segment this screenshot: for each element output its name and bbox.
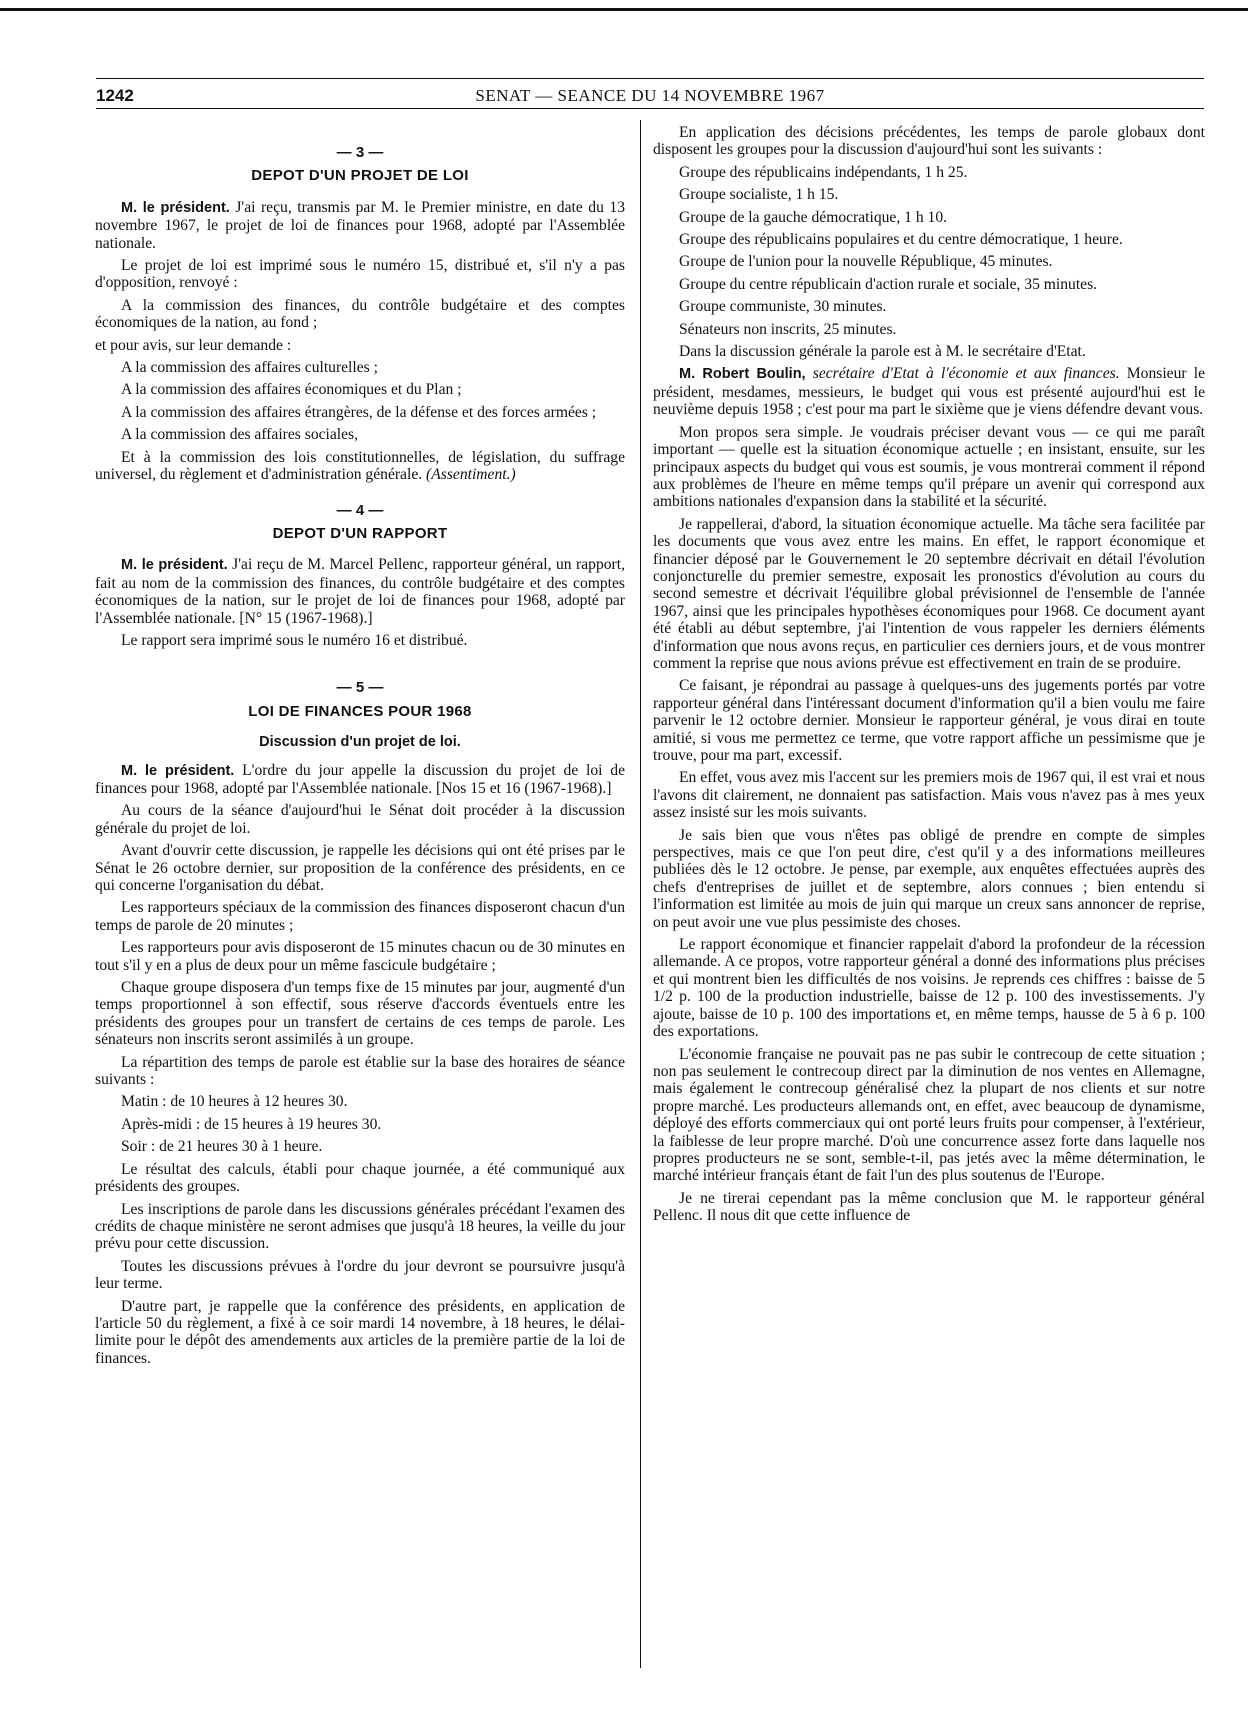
section-title: LOI DE FINANCES POUR 1968 [248,702,472,720]
paragraph: Groupe de la gauche démocratique, 1 h 10. [679,208,948,226]
paragraph: A la commission des finances, du contrôle budgétaire et des comptes économiques de la nation, au fond ; [95,296,625,332]
speaker-name: M. le président. [121,557,228,574]
paragraph: Les rapporteurs pour avis disposeront de 15 minutes chacun ou de 30 minutes en tout s'il y en a plus de deux pour un même fascicule budgétaire ; [95,939,625,974]
section-number: — 5 — [336,679,384,697]
paragraph: Le rapport économique et financier rappelait d'abord la profondeur de la récession allemande. A ce propos, votre rapporteur général a donné des informations plus précises et qui montrent bien les difficultés de nos voisins. Je reprends ces chiffres : baisse de 5 1/2 p. 100 de la production industrielle, baisse de 12 p. 100 des investissements. J'y ajoute, baisse de 10 p. 100 des importations et, en même temps, hausse de 5 à 6 p. 100 des exportations. [653,936,1205,1041]
page-title: SENAT — SEANCE DU 14 NOVEMBRE 1967 [475,86,825,105]
left-column [95,124,625,1372]
paragraph: Je sais bien que vous n'êtes pas obligé de prendre en compte de simples perspectives, mais ce que l'on peut dire, c'est qu'il y a des informations meilleures publiées dès le 12 octobre. Je pense, par exemple, aux enquêtes effectuées auprès des chefs d'entreprises de juillet et de septembre, alors connues ; bien entendu si l'information est limitée au mois de juin qui marque un creux sans annoncer de reprise, on peut avoir une vue plus pessimiste des choses. [653,826,1205,931]
paragraph: En application des décisions précédentes, les temps de parole globaux dont disposent les groupes pour la discussion d'aujourd'hui sont les suivants : [653,124,1205,159]
speaker-name: M. le président. [121,199,230,216]
paragraph: Groupe du centre républicain d'action rurale et sociale, 35 minutes. [679,275,1098,293]
speaker-name: M. le président. [121,762,235,779]
paragraph: Le projet de loi est imprimé sous le numéro 15, distribué et, s'il n'y a pas d'opposition, renvoyé : [95,257,625,292]
paragraph: M. le président. J'ai reçu de M. Marcel Pellenc, rapporteur général, un rapport, fait au nom de la commission des finances, du contrôle budgétaire et des comptes économiques de la nation, sur le projet de loi de finances pour 1968, adopté par l'Assemblée nationale. [N° 15 (1967-1968).] [95,556,625,627]
paragraph: Après-midi : de 15 heures à 19 heures 30. [121,1115,382,1133]
header-bottom-rule [96,108,1204,109]
paragraph: Chaque groupe disposera d'un temps fixe de 15 minutes par jour, augmenté d'un temps proportionnel à son effectif, sous réserve d'accords éventuels entre les présidents des groupes pour un transfert de certains de ces temps de parole. Les sénateurs non inscrits seront assimilés à un groupe. [95,979,625,1049]
paragraph: Ce faisant, je répondrai au passage à quelques-uns des jugements portés par votre rapporteur général dans l'intéressant document d'information qu'il a bien voulu me faire parvenir le 12 octobre dernier. Monsieur le rapporteur général, je vous dirai en toute amitié, si vous me permettez ce terme, que votre rapport affiche un pessimisme que je trouve, pour ma part, excessif. [653,677,1205,764]
section-title: DEPOT D'UN RAPPORT [272,524,448,542]
paragraph: Avant d'ouvrir cette discussion, je rappelle les décisions qui ont été prises par le Sénat le 26 octobre dernier, sur proposition de la conférence des présidents, en ce qui concerne l'organisation du débat. [95,842,625,894]
paragraph: Les inscriptions de parole dans les discussions générales précédant l'examen des crédits de chaque ministère ne seront admises que jusqu'à 18 heures, la veille du jour prévu pour cette discussion. [95,1200,625,1253]
column-divider [640,120,641,1668]
paragraph: Et à la commission des lois constitutionnelles, de législation, du suffrage universel, du règlement et d'administration générale. (Assentiment.) [95,448,625,484]
paragraph: M. le président. L'ordre du jour appelle la discussion du projet de loi de finances pour 1968, adopté par l'Assemblée nationale. [Nos 15 et 16 (1967-1968).] [95,761,625,797]
right-column [653,124,1205,1230]
paragraph: Je ne tirerai cependant pas la même conclusion que M. le rapporteur général Pellenc. Il nous dit que cette influence de [653,1189,1205,1225]
paragraph: Dans la discussion générale la parole est à M. le secrétaire d'Etat. [679,343,1086,361]
paragraph: Toutes les discussions prévues à l'ordre du jour devront se poursuivre jusqu'à leur terme. [95,1257,625,1293]
page-header [96,76,1204,106]
paragraph: La répartition des temps de parole est établie sur la base des horaires de séance suivants : [95,1053,625,1089]
assent-note: (Assentiment.) [426,466,516,484]
section-subtitle: Discussion d'un projet de loi. [259,734,461,751]
paragraph: Au cours de la séance d'aujourd'hui le Sénat doit procéder à la discussion générale du projet de loi. [95,802,625,837]
paragraph: et pour avis, sur leur demande : [95,336,292,354]
paragraph: M. Robert Boulin, secrétaire d'Etat à l'économie et aux finances. Monsieur le président, mesdames, messieurs, le budget qui vous est présenté aujourd'hui est le neuvième depuis 1958 ; c'est pour ma part le sixième que je viens défendre devant vous. [653,365,1206,419]
header-top-rule [96,78,1204,79]
paragraph: Mon propos sera simple. Je voudrais préciser devant vous — ce qui me paraît important — quelle est la situation économique actuelle ; en insistant, ensuite, sur les principaux aspects du budget qui vous est soumis, je vous montrerai comment il répond aux problèmes de l'heure en même temps qu'il prépare un avenir qui correspond aux ambitions nationales d'expansion dans la stabilité et la sécurité. [653,423,1205,511]
paragraph: En effet, vous avez mis l'accent sur les premiers mois de 1967 qui, il est vrai et nous l'avons dit clairement, ne donnaient pas satisfaction. Mais vous n'avez pas à mes yeux assez insisté sur les mois suivants. [653,769,1205,822]
paragraph: Groupe des républicains populaires et du centre démocratique, 1 heure. [679,231,1123,249]
paragraph: Le résultat des calculs, établi pour chaque journée, a été communiqué aux présidents des groupes. [95,1160,625,1196]
speaker-name: M. Robert Boulin, [679,366,806,383]
paragraph: Groupe des républicains indépendants, 1 h 25. [679,163,968,181]
paragraph: Matin : de 10 heures à 12 heures 30. [121,1093,348,1111]
paragraph: Groupe de l'union pour la nouvelle République, 45 minutes. [679,253,1053,271]
page-number: 1242 [96,86,134,105]
paragraph: Je rappellerai, d'abord, la situation économique actuelle. Ma tâche sera facilitée par les documents que vous avez entre les mains. En effet, le rapport économique et financier déposé par le Gouvernement le 20 septembre décrivait en détail l'évolution conjoncturelle du premier semestre, exposait les pronostics d'évolution au cours du second semestre et décrivait l'équilibre global prévisionnel de l'ensemble de l'année 1967, ainsi que les principales hypothèses économiques pour 1968. Ce document ayant été établi au début septembre, j'ai l'intention de vous rappeler les derniers éléments d'information que nous avons reçus, en particulier ces derniers jours, et de vous montrer comment la reprise que nous avions prévue est effectivement en train de se produire. [653,515,1205,672]
section-title: DEPOT D'UN PROJET DE LOI [251,167,469,185]
section-number: — 3 — [336,144,384,161]
paragraph: Sénateurs non inscrits, 25 minutes. [679,320,897,338]
paragraph: Groupe communiste, 30 minutes. [679,298,887,316]
paragraph: Groupe socialiste, 1 h 15. [679,186,839,204]
paragraph: Les rapporteurs spéciaux de la commission des finances disposeront chacun d'un temps de parole de 20 minutes ; [95,899,625,934]
top-border-rule [0,8,1248,11]
paragraph: A la commission des affaires sociales, [121,426,359,444]
paragraph: A la commission des affaires économiques et du Plan ; [121,381,462,399]
paragraph: D'autre part, je rappelle que la conférence des présidents, en application de l'article 50 du règlement, a fixé à ce soir mardi 14 novembre, à 18 heures, le délai-limite pour le dépôt des amendements aux articles de la première partie de la loi de finances. [95,1297,625,1367]
paragraph: Le rapport sera imprimé sous le numéro 16 et distribué. [121,631,468,649]
paragraph: L'économie française ne pouvait pas ne pas subir le contrecoup de cette situation ; non pas seulement le contrecoup direct par la diminution de nos ventes en Allemagne, mais également le contrecoup généralisé chez la plupart de nos clients et sur notre propre marché. Les producteurs allemands ont, en effet, avec beaucoup de dynamisme, déployé des efforts commerciaux qui ont porté leurs fruits pour compenser, à l'extérieur, la faiblesse de leur propre marché. D'où une concurrence assez forte dans laquelle nos propres producteurs ne se sont, semble-t-il, pas jetés avec la même détermination, le marché intérieur français étant de fait l'un des plus soutenus de l'Europe. [653,1045,1205,1185]
paragraph: M. le président. J'ai reçu, transmis par M. le Premier ministre, en date du 13 novembre 1967, le projet de loi de finances pour 1968, adopté par l'Assemblée nationale. [95,198,625,252]
paragraph: A la commission des affaires étrangères, de la défense et des forces armées ; [121,403,597,421]
section-number: — 4 — [336,501,384,519]
paragraph: Soir : de 21 heures 30 à 1 heure. [121,1138,323,1156]
paragraph: A la commission des affaires culturelles ; [121,359,378,377]
speaker-role: secrétaire d'Etat à l'économie et aux finances. [805,365,1120,383]
